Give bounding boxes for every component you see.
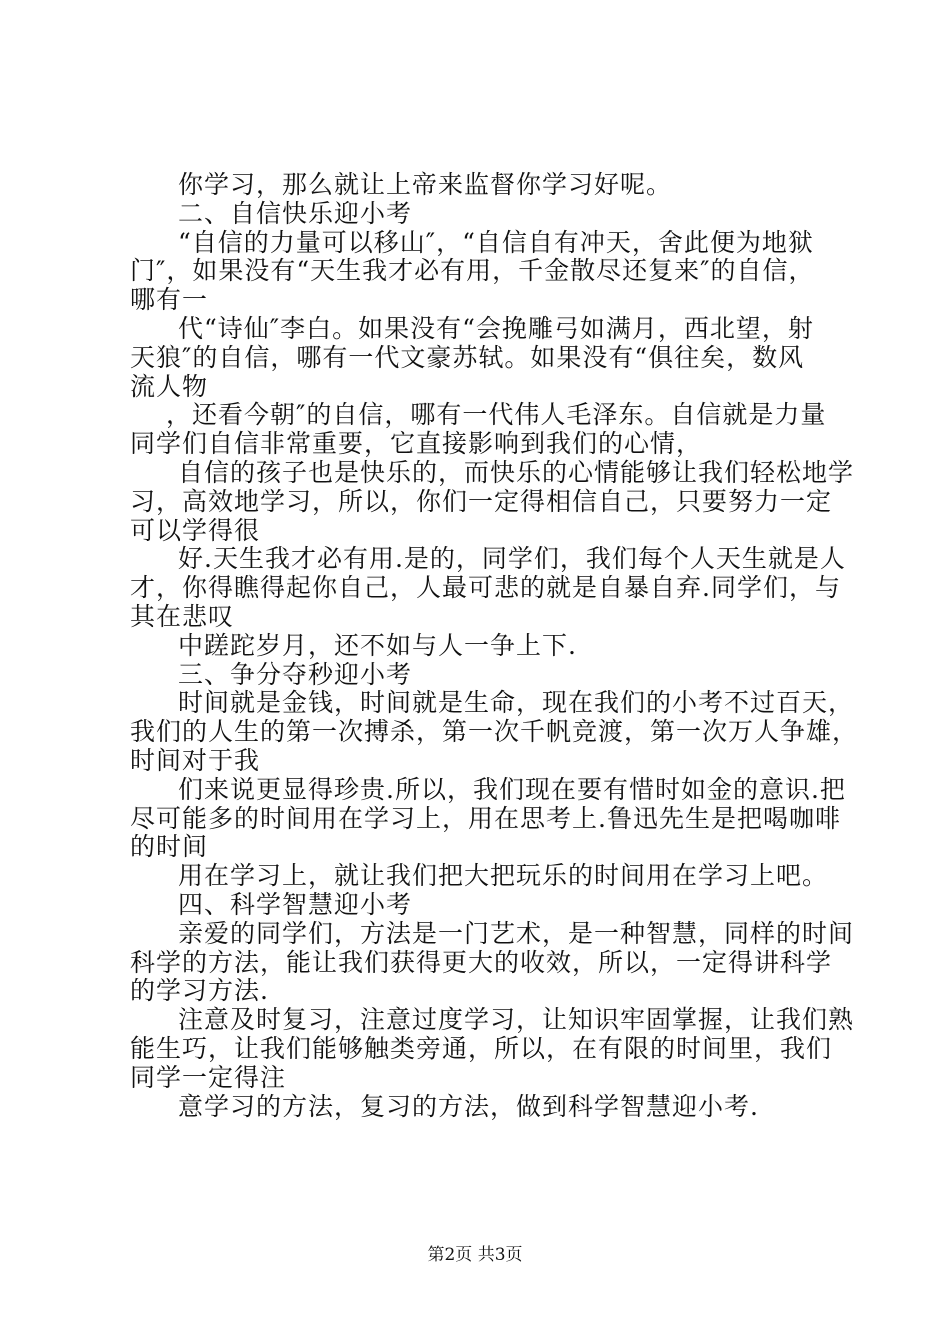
text-line: 其在悲叹	[130, 601, 235, 631]
text-line: 才，你得瞧得起你自己，人最可悲的就是自暴自弃.同学们，与	[130, 573, 841, 603]
text-line: 意学习的方法，复习的方法，做到科学智慧迎小考.	[178, 1091, 759, 1121]
page-number-label: 第2页 共3页	[427, 1245, 523, 1265]
text-line: 习，高效地学习，所以，你们一定得相信自己，只要努力一定	[130, 486, 833, 516]
section-heading: 三、争分夺秒迎小考	[178, 659, 413, 689]
text-line: 时间就是金钱，时间就是生命，现在我们的小考不过百天，	[178, 688, 855, 718]
text-line: 注意及时复习，注意过度学习，让知识牢固掌握，让我们熟	[178, 1005, 855, 1035]
text-line: 你学习，那么就让上帝来监督你学习好呢。	[178, 170, 673, 199]
text-line: 我们的人生的第一次搏杀，第一次千帆竞渡，第一次万人争雄，	[130, 717, 859, 747]
text-line: 中蹉跎岁月，还不如与人一争上下.	[178, 630, 577, 660]
text-line: 用在学习上，就让我们把大把玩乐的时间用在学习上吧。	[178, 861, 829, 891]
text-line: 流人物	[130, 371, 209, 401]
text-line: 门″，如果没有“天生我才必有用，千金散尽还复来″的自信，	[130, 256, 815, 286]
text-line: “自信的力量可以移山″，“自信自有冲天，舍此便为地狱	[178, 227, 814, 257]
section-heading: 四、科学智慧迎小考	[178, 889, 413, 919]
text-line: 能生巧，让我们能够触类旁通，所以，在有限的时间里，我们	[130, 1033, 833, 1063]
text-line: 时间对于我	[130, 745, 261, 775]
text-line: 可以学得很	[130, 515, 261, 545]
text-line: 的时间	[130, 832, 209, 862]
body-text	[130, 170, 859, 1121]
text-line: 哪有一	[130, 285, 209, 315]
text-line: 科学的方法，能让我们获得更大的收效，所以，一定得讲科学	[130, 947, 833, 977]
text-line: 代“诗仙″李白。如果没有“会挽雕弓如满月，西北望，射	[178, 313, 814, 343]
text-line: 同学一定得注	[130, 1062, 287, 1092]
text-line: ，还看今朝″的自信，哪有一代伟人毛泽东。自信就是力量	[166, 400, 827, 430]
page-footer	[0, 1244, 950, 1266]
text-line: 天狼″的自信，哪有一代文豪苏轼。如果没有“俱往矣，数风	[130, 342, 805, 372]
text-line: 自信的孩子也是快乐的，而快乐的心情能够让我们轻松地学	[178, 457, 855, 487]
text-line: 亲爱的同学们，方法是一门艺术，是一种智慧，同样的时间	[178, 918, 855, 948]
text-line: 的学习方法.	[130, 976, 269, 1006]
text-line: 们来说更显得珍贵.所以，我们现在要有惜时如金的意识.把	[178, 774, 846, 804]
text-line: 好.天生我才必有用.是的，同学们，我们每个人天生就是人	[178, 544, 846, 574]
text-line: 尽可能多的时间用在学习上，用在思考上.鲁迅先生是把喝咖啡	[130, 803, 841, 833]
section-heading: 二、自信快乐迎小考	[178, 198, 413, 228]
text-line: 同学们自信非常重要，它直接影响到我们的心情，	[130, 429, 703, 459]
